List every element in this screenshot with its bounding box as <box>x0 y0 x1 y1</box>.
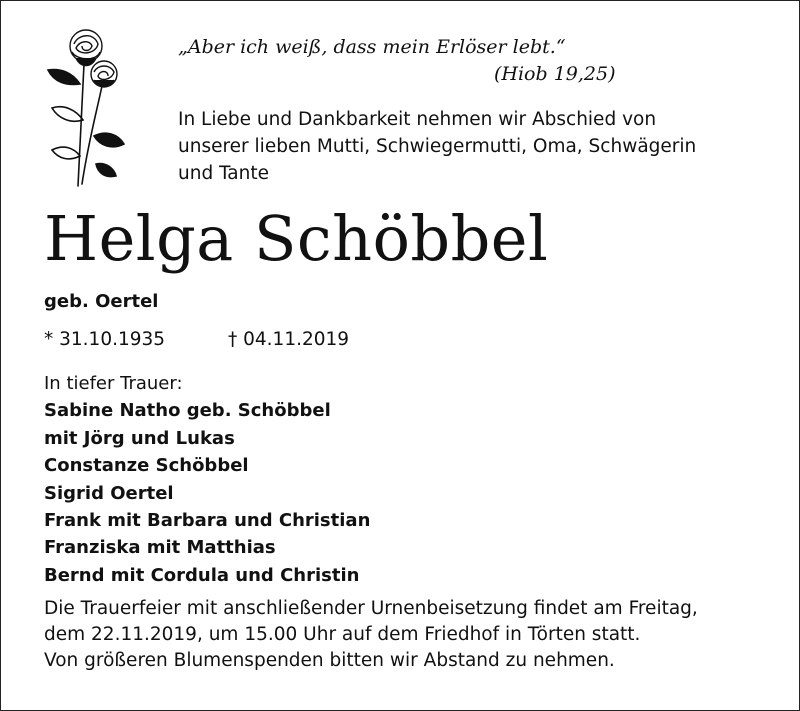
deceased-name: Helga Schöbbel <box>44 202 549 275</box>
quote-text: „Aber ich weiß, dass mein Erlöser lebt.“ <box>178 36 566 58</box>
mourners-list <box>44 370 370 589</box>
mourner-name: Constanze Schöbbel <box>44 455 249 477</box>
intro-line: unserer lieben Mutti, Schwiegermutti, Oma, Schwägerin <box>178 136 697 157</box>
mourner-name: Franziska mit Matthias <box>44 537 276 559</box>
bible-quote <box>178 34 616 88</box>
life-dates <box>44 327 349 353</box>
mourner-name: Sabine Natho geb. Schöbbel <box>44 400 331 422</box>
rose-icon <box>36 24 132 192</box>
mourners-heading: In tiefer Trauer: <box>44 373 183 394</box>
intro-line: und Tante <box>178 163 270 184</box>
mourner-name: Sigrid Oertel <box>44 482 174 504</box>
closing-line: Von größeren Blumenspenden bitten wir Abstand zu nehmen. <box>44 650 615 671</box>
closing-line: Die Trauerfeier mit anschließender Urnenbeisetzung findet am Freitag, <box>44 598 698 619</box>
mourner-name: Frank mit Barbara und Christian <box>44 510 371 532</box>
birth-date: * 31.10.1935 <box>44 329 166 350</box>
mourner-name: mit Jörg und Lukas <box>44 427 235 449</box>
closing-line: dem 22.11.2019, um 15.00 Uhr auf dem Friedhof in Törten statt. <box>44 624 641 645</box>
ceremony-details <box>44 596 784 674</box>
maiden-name: geb. Oertel <box>44 291 159 312</box>
mourner-name: Bernd mit Cordula und Christin <box>44 564 360 586</box>
intro-line: In Liebe und Dankbarkeit nehmen wir Abschied von <box>178 109 657 130</box>
intro-text <box>178 106 768 187</box>
quote-reference: (Hiob 19,25) <box>494 63 616 85</box>
death-date: † 04.11.2019 <box>228 329 350 350</box>
